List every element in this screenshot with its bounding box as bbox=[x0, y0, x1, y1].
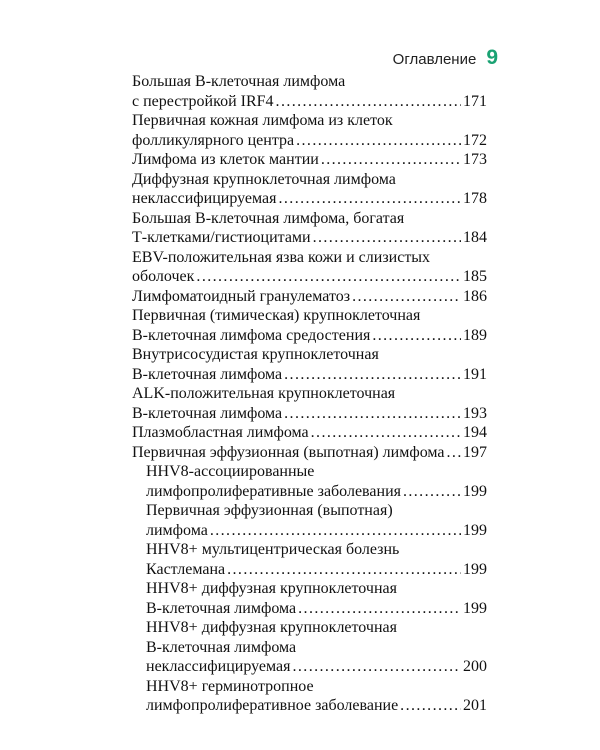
dot-leader bbox=[196, 267, 461, 287]
toc-entry-title-line: Т-клетками/гистиоцитами bbox=[132, 229, 311, 246]
toc-entry-title-line: неклассифицируемая bbox=[132, 190, 277, 207]
toc-entry[interactable] bbox=[132, 443, 487, 463]
toc-entry-title-line: HHV8-ассоциированные bbox=[146, 463, 315, 480]
toc-entry-title-line: лимфома bbox=[146, 521, 208, 539]
toc-entry-page: 171 bbox=[463, 92, 487, 110]
dot-leader bbox=[227, 560, 461, 580]
toc-entry-last-line bbox=[132, 365, 487, 385]
dot-leader bbox=[400, 696, 461, 716]
toc-entry-title-line: Лимфома из клеток мантии bbox=[132, 151, 319, 168]
toc-entry-page: 194 bbox=[463, 424, 487, 441]
toc-entry-last-line bbox=[132, 228, 487, 248]
toc-entry-page: 172 bbox=[463, 131, 487, 149]
toc-entry-title-line: неклассифицируемая bbox=[146, 658, 291, 675]
toc-entry[interactable] bbox=[132, 618, 487, 677]
toc-entry-title-line: оболочек bbox=[132, 268, 195, 285]
toc-entry-title-line: EBV-положительная язва кожи и слизистых bbox=[132, 248, 431, 266]
dot-leader bbox=[311, 423, 461, 443]
toc-entry-last-line bbox=[132, 404, 487, 424]
toc-entry-last-line bbox=[132, 150, 487, 170]
toc-entry[interactable] bbox=[132, 462, 487, 501]
toc-entry-page: 185 bbox=[463, 268, 487, 285]
toc-entry[interactable] bbox=[132, 287, 487, 307]
toc-entry-last-line bbox=[132, 189, 487, 209]
toc-entry[interactable] bbox=[132, 501, 487, 540]
dot-leader bbox=[296, 131, 461, 151]
toc-entry-page: 178 bbox=[463, 190, 487, 207]
toc-entry-last-line bbox=[132, 267, 487, 287]
toc-entry-title-line: В-клеточная лимфома bbox=[132, 404, 283, 422]
toc-entry-page: 191 bbox=[463, 365, 487, 383]
running-header bbox=[393, 46, 498, 70]
dot-leader bbox=[352, 287, 461, 307]
toc-entry[interactable] bbox=[132, 384, 487, 423]
toc-entry-page: 199 bbox=[463, 482, 487, 500]
toc-entry-title-line: Внутрисосудистая крупноклеточная bbox=[132, 346, 379, 363]
toc-entry-title-line: Первичная кожная лимфома из клеток bbox=[132, 112, 393, 129]
toc-entry[interactable] bbox=[132, 72, 487, 111]
toc-entry-page: 199 bbox=[463, 599, 487, 617]
toc-entry-last-line bbox=[146, 657, 487, 677]
toc-entry-title-line: Лимфоматоидный гранулематоз bbox=[132, 287, 351, 305]
toc-entry-page: 201 bbox=[463, 697, 487, 714]
dot-leader bbox=[284, 404, 461, 424]
toc-entry-title-line: Кастлемана bbox=[146, 560, 226, 578]
toc-entry-title-line: Большая В-клеточная лимфома, богатая bbox=[132, 209, 405, 227]
toc-entry[interactable] bbox=[132, 209, 487, 248]
dot-leader bbox=[284, 365, 461, 385]
toc-entry[interactable] bbox=[132, 579, 487, 618]
toc-entry[interactable] bbox=[132, 170, 487, 209]
toc-entry-title-line: ALK-положительная крупноклеточная bbox=[132, 385, 396, 402]
toc-entry-last-line bbox=[132, 423, 487, 443]
toc-entry-title-line: HHV8+ герминотропное bbox=[146, 677, 314, 695]
header-title: Оглавление bbox=[392, 51, 477, 68]
toc-entry-title-line: Большая В-клеточная лимфома bbox=[132, 73, 346, 90]
toc-entry-page: 200 bbox=[463, 658, 487, 675]
toc-entry-last-line bbox=[132, 326, 487, 346]
toc-entry-last-line bbox=[146, 521, 487, 541]
toc-entry-page: 184 bbox=[463, 229, 487, 246]
toc-entry-title-line: Первичная эффузионная (выпотная) bbox=[146, 502, 393, 519]
toc-entry-last-line bbox=[132, 287, 487, 307]
toc-entry-last-line bbox=[146, 560, 487, 580]
dot-leader bbox=[403, 482, 461, 502]
dot-leader bbox=[298, 599, 461, 619]
dot-leader bbox=[372, 326, 461, 346]
toc-entry-last-line bbox=[132, 131, 487, 151]
toc-entry-title-line: с перестройкой IRF4 bbox=[132, 92, 274, 110]
toc-entry-title-line: HHV8+ диффузная крупноклеточная bbox=[146, 619, 397, 636]
toc-entry-page: 189 bbox=[463, 326, 487, 344]
toc-entry-last-line bbox=[132, 92, 487, 112]
toc-entry-title-line: В-клеточная лимфома средостения bbox=[132, 326, 371, 344]
toc-entry-page: 193 bbox=[463, 404, 487, 422]
toc-entry-last-line bbox=[146, 696, 487, 716]
dot-leader bbox=[447, 443, 461, 463]
toc-entry[interactable] bbox=[132, 677, 487, 716]
toc-entry-title-line: В-клеточная лимфома bbox=[146, 599, 297, 617]
toc-entry-title-line: HHV8+ диффузная крупноклеточная bbox=[146, 580, 397, 597]
toc-entry[interactable] bbox=[132, 248, 487, 287]
toc-entry-page: 199 bbox=[463, 521, 487, 539]
toc-entry-title-line: фолликулярного центра bbox=[132, 131, 295, 149]
toc-entry-last-line bbox=[146, 599, 487, 619]
toc-entry-title-line: Первичная эффузионная (выпотная) лимфома bbox=[132, 443, 445, 461]
toc-entry[interactable] bbox=[132, 306, 487, 345]
toc-entry-title-line: лимфопролиферативные заболевания bbox=[146, 482, 401, 500]
toc-entry[interactable] bbox=[132, 150, 487, 170]
toc-entry-page: 186 bbox=[463, 287, 487, 305]
table-of-contents bbox=[132, 72, 487, 716]
toc-entry-title-line: HHV8+ мультицентрическая болезнь bbox=[146, 541, 400, 558]
toc-entry-title-line: Диффузная крупноклеточная лимфома bbox=[132, 170, 396, 188]
dot-leader bbox=[279, 189, 462, 209]
toc-entry[interactable] bbox=[132, 540, 487, 579]
toc-entry[interactable] bbox=[132, 423, 487, 443]
toc-entry-title-line: Плазмобластная лимфома bbox=[132, 424, 309, 441]
toc-entry-page: 173 bbox=[463, 151, 487, 168]
dot-leader bbox=[293, 657, 462, 677]
toc-entry-last-line bbox=[146, 482, 487, 502]
dot-leader bbox=[210, 521, 461, 541]
toc-entry-title-line: В-клеточная лимфома bbox=[146, 638, 297, 656]
dot-leader bbox=[276, 92, 461, 112]
toc-entry-page: 197 bbox=[463, 443, 487, 461]
toc-entry-title-line: Первичная (тимическая) крупноклеточная bbox=[132, 307, 421, 324]
toc-entry[interactable] bbox=[132, 345, 487, 384]
page-number: 9 bbox=[486, 46, 498, 69]
toc-entry-page: 199 bbox=[463, 560, 487, 578]
dot-leader bbox=[313, 228, 461, 248]
toc-entry-title-line: В-клеточная лимфома bbox=[132, 365, 283, 383]
toc-entry-title-line: лимфопролиферативное заболевание bbox=[146, 697, 399, 714]
dot-leader bbox=[321, 150, 461, 170]
toc-entry[interactable] bbox=[132, 111, 487, 150]
toc-entry-last-line bbox=[132, 443, 487, 463]
